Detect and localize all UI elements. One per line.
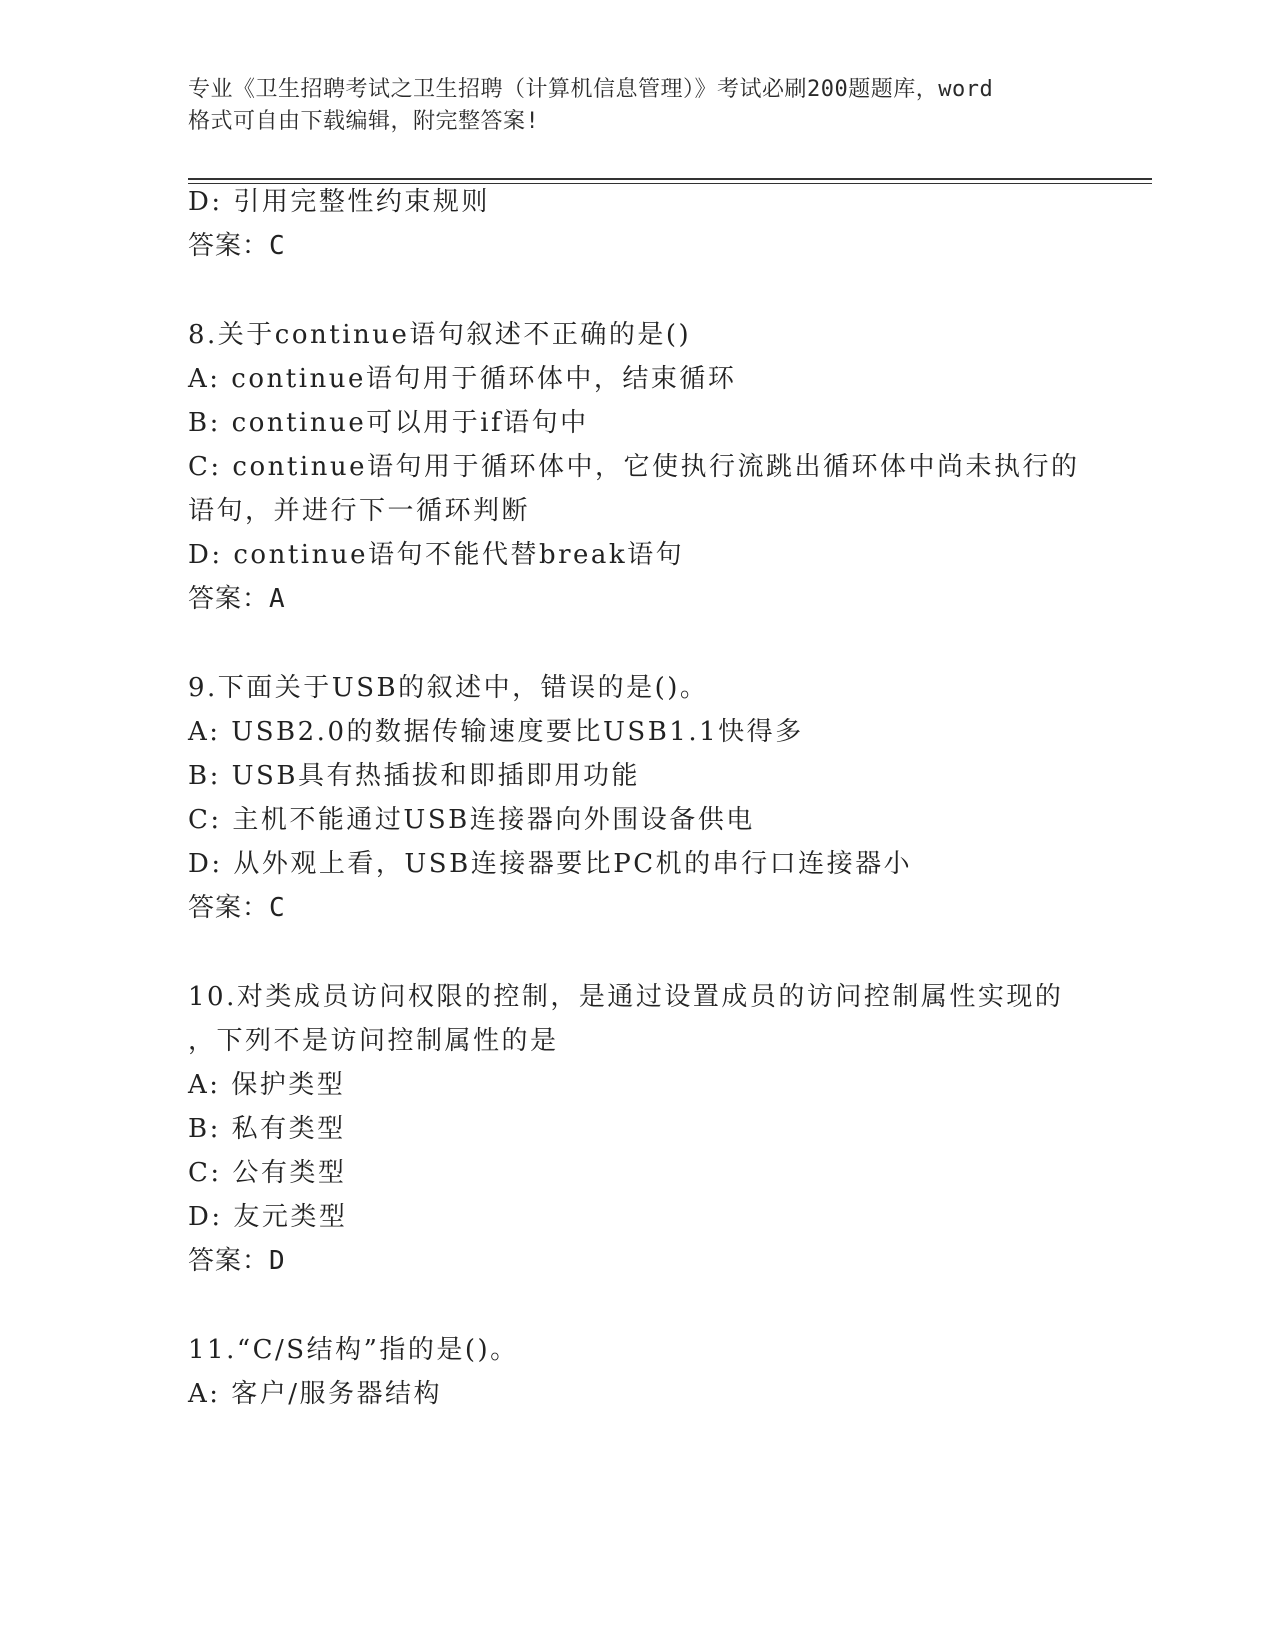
q9-option-d: D: 从外观上看，USB连接器要比PC机的串行口连接器小 xyxy=(188,849,913,879)
q10-answer: 答案：D xyxy=(188,1246,286,1276)
document-header xyxy=(188,74,1088,138)
header-divider-thick xyxy=(188,178,1152,180)
q9-stem: 9.下面关于USB的叙述中，错误的是()。 xyxy=(188,673,709,703)
q9-answer: 答案：C xyxy=(188,893,286,923)
q11-option-a: A: 客户/服务器结构 xyxy=(188,1379,443,1409)
q8-option-c-line2: 语句，并进行下一循环判断 xyxy=(188,496,531,526)
q8-option-c-line1: C: continue语句用于循环体中，它使执行流跳出循环体中尚未执行的 xyxy=(188,452,1080,482)
q9-option-b: B: USB具有热插拔和即插即用功能 xyxy=(188,761,640,791)
q8-option-b: B: continue可以用于if语句中 xyxy=(188,408,589,438)
q10-stem-line1: 10.对类成员访问权限的控制，是通过设置成员的访问控制属性实现的 xyxy=(188,982,1064,1012)
q10-option-b: B: 私有类型 xyxy=(188,1114,346,1144)
q7-answer: 答案：C xyxy=(188,231,286,261)
q10-option-c: C: 公有类型 xyxy=(188,1158,347,1188)
q10-option-d: D: 友元类型 xyxy=(188,1202,348,1232)
q9-option-a: A: USB2.0的数据传输速度要比USB1.1快得多 xyxy=(188,717,804,747)
q11-stem: 11.“C/S结构”指的是()。 xyxy=(188,1335,519,1365)
q7-option-d: D: 引用完整性约束规则 xyxy=(188,187,490,217)
q10-option-a: A: 保护类型 xyxy=(188,1070,346,1100)
q9-option-c: C: 主机不能通过USB连接器向外围设备供电 xyxy=(188,805,755,835)
header-title-line1: 专业《卫生招聘考试之卫生招聘（计算机信息管理）》考试必刷200题题库，word xyxy=(188,77,994,102)
q8-answer: 答案：A xyxy=(188,584,286,614)
q8-option-a: A: continue语句用于循环体中，结束循环 xyxy=(188,364,737,394)
header-title-line2: 格式可自由下载编辑，附完整答案! xyxy=(188,109,540,134)
q8-option-d: D: continue语句不能代替break语句 xyxy=(188,540,685,570)
q10-stem-line2: ，下列不是访问控制属性的是 xyxy=(188,1026,559,1056)
q8-stem: 8.关于continue语句叙述不正确的是() xyxy=(188,320,692,350)
